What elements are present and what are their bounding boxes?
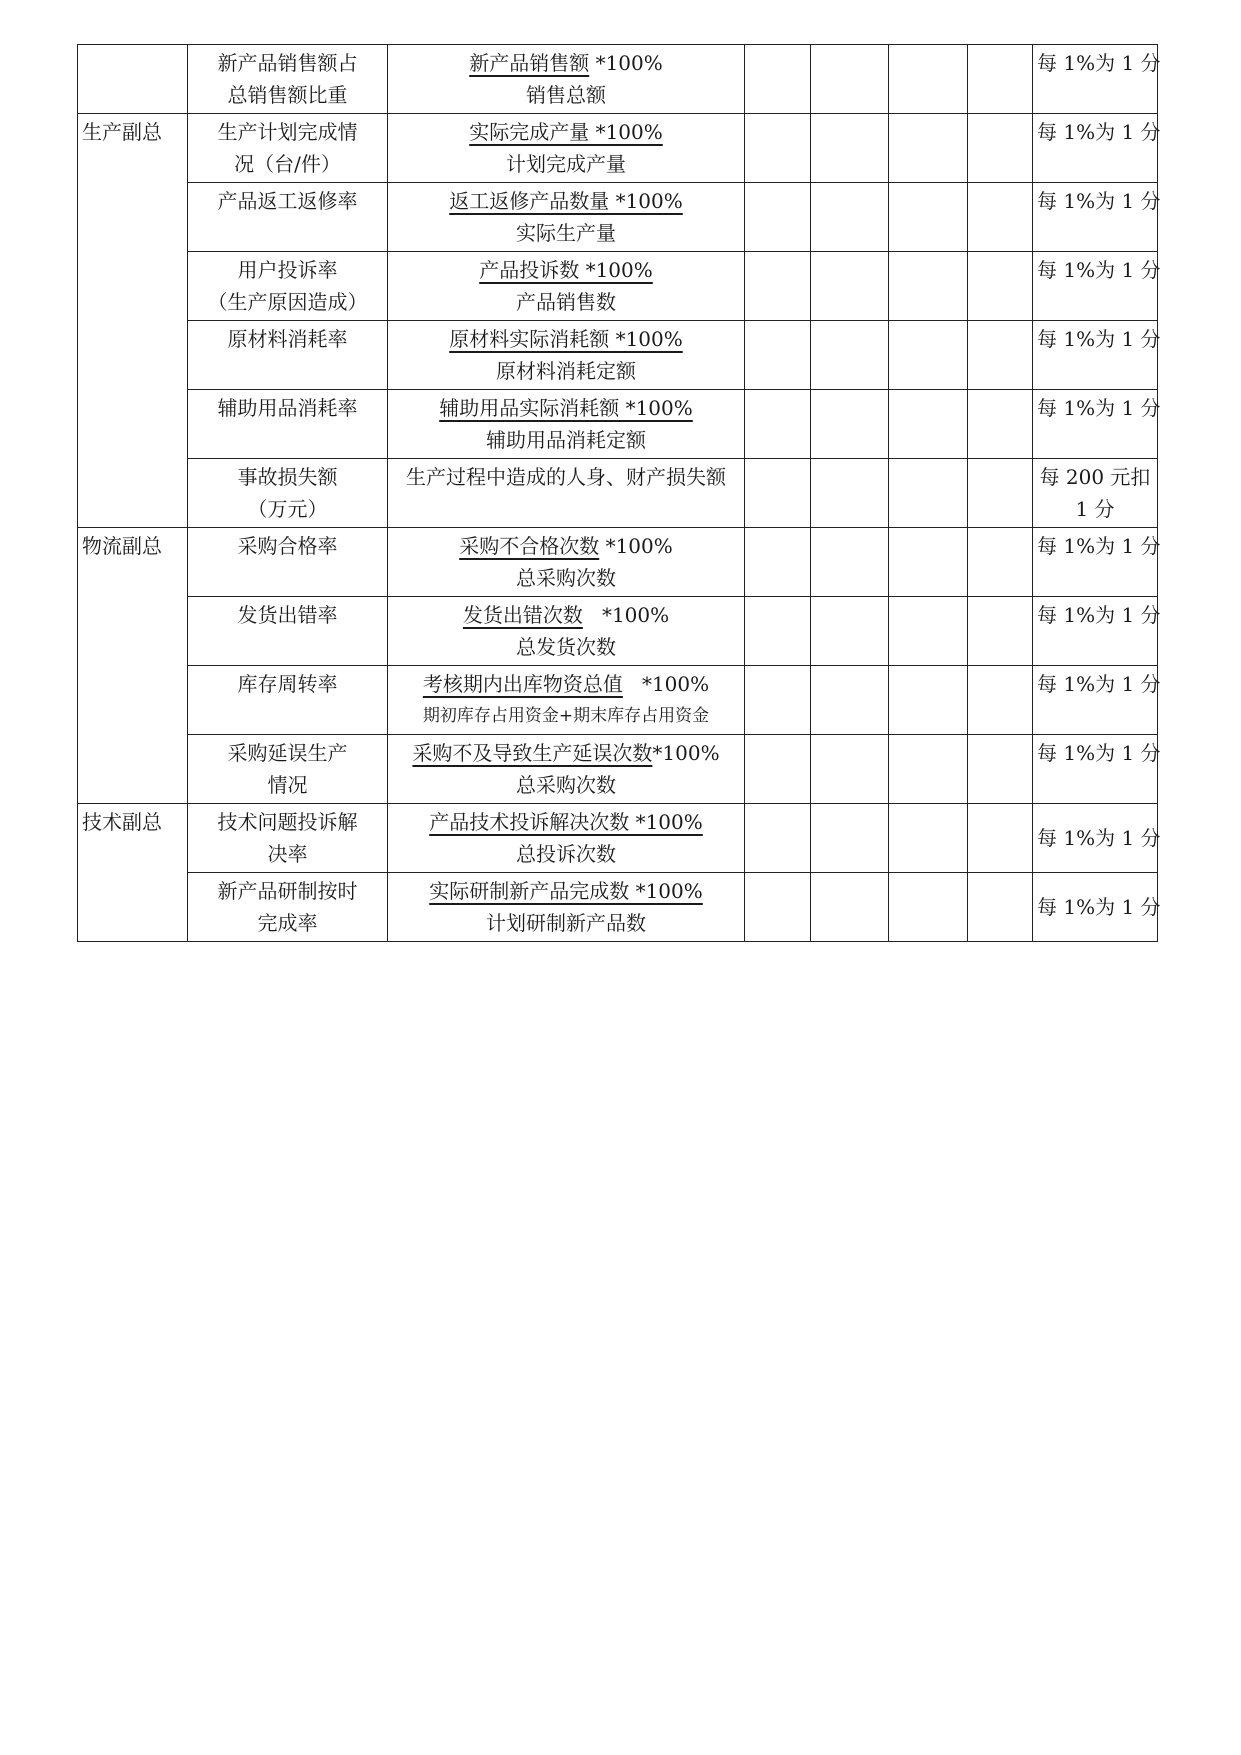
table-row xyxy=(78,666,1158,735)
indicator-line: 技术问题投诉解 xyxy=(217,810,358,834)
formula-denominator: 原材料消耗定额 xyxy=(496,359,636,383)
table-row xyxy=(78,252,1158,321)
indicator-cell xyxy=(188,252,388,321)
indicator-cell xyxy=(188,735,388,804)
blank-cell xyxy=(811,183,889,252)
blank-cell xyxy=(811,666,889,735)
assessment-table xyxy=(77,44,1161,942)
indicator-cell xyxy=(188,390,388,459)
formula-denominator: 总采购次数 xyxy=(516,566,616,590)
formula-multiplier: *100% xyxy=(589,51,663,75)
blank-cell xyxy=(745,114,811,183)
formula-numerator: 发货出错次数 xyxy=(462,603,583,627)
blank-cell xyxy=(968,804,1033,873)
formula-denominator: 计划完成产量 xyxy=(506,152,626,176)
indicator-line: 新产品研制按时 xyxy=(217,879,358,903)
formula-cell xyxy=(388,321,745,390)
indicator-line: 情况 xyxy=(267,773,308,797)
table-row xyxy=(78,114,1158,183)
blank-cell xyxy=(968,873,1033,942)
formula-cell xyxy=(388,804,745,873)
formula-numerator-line xyxy=(392,668,740,700)
table-row xyxy=(78,459,1158,528)
indicator-line: 生产计划完成情 xyxy=(217,120,358,144)
blank-cell xyxy=(745,252,811,321)
score-line: 每 1%为 1 分 xyxy=(1037,534,1161,558)
formula-cell xyxy=(388,873,745,942)
score-line: 每 1%为 1 分 xyxy=(1037,258,1161,282)
indicator-line: 用户投诉率 xyxy=(237,258,338,282)
blank-cell xyxy=(968,321,1033,390)
formula-cell xyxy=(388,459,745,528)
formula-multiplier: *100% xyxy=(599,534,673,558)
blank-cell xyxy=(745,45,811,114)
score-cell xyxy=(1033,804,1161,873)
formula-numerator-line xyxy=(392,806,740,838)
blank-cell xyxy=(968,528,1033,597)
department-cell: 物流副总 xyxy=(78,528,188,804)
formula-numerator-line xyxy=(392,530,740,562)
department-cell xyxy=(78,45,188,114)
indicator-line: 况（台/件） xyxy=(234,152,341,176)
blank-cell xyxy=(889,390,968,459)
score-line: 每 1%为 1 分 xyxy=(1037,396,1161,420)
blank-cell xyxy=(889,873,968,942)
formula-denominator: 总投诉次数 xyxy=(516,842,616,866)
score-cell xyxy=(1033,459,1158,528)
formula-cell xyxy=(388,666,745,735)
blank-cell xyxy=(889,666,968,735)
blank-cell xyxy=(745,321,811,390)
formula-denominator: 辅助用品消耗定额 xyxy=(486,428,646,452)
blank-cell xyxy=(811,735,889,804)
blank-cell xyxy=(745,597,811,666)
blank-cell xyxy=(811,459,889,528)
formula-numerator-line xyxy=(392,392,740,424)
indicator-cell xyxy=(188,597,388,666)
table-row xyxy=(78,597,1158,666)
blank-cell xyxy=(968,459,1033,528)
blank-cell xyxy=(889,804,968,873)
formula-numerator: 采购不合格次数 xyxy=(459,534,600,558)
blank-cell xyxy=(889,528,968,597)
formula-cell xyxy=(388,597,745,666)
blank-cell xyxy=(811,528,889,597)
blank-cell xyxy=(889,252,968,321)
indicator-line: 总销售额比重 xyxy=(227,83,348,107)
formula-numerator: 实际完成产量 *100% xyxy=(469,120,663,144)
formula-numerator: 返工返修产品数量 *100% xyxy=(449,189,683,213)
score-line: 每 200 元扣 xyxy=(1039,465,1151,489)
indicator-line: （万元） xyxy=(247,497,328,521)
blank-cell xyxy=(889,114,968,183)
indicator-cell xyxy=(188,666,388,735)
score-line: 每 1%为 1 分 xyxy=(1037,120,1161,144)
formula-numerator: 采购不及导致生产延误次数 xyxy=(412,741,653,765)
indicator-line: 发货出错率 xyxy=(237,603,338,627)
formula-numerator: 产品投诉数 *100% xyxy=(479,258,653,282)
indicator-line: 库存周转率 xyxy=(237,672,338,696)
formula-denominator: 产品销售数 xyxy=(516,290,616,314)
blank-cell xyxy=(968,252,1033,321)
score-line: 每 1%为 1 分 xyxy=(1037,189,1161,213)
indicator-cell xyxy=(188,183,388,252)
formula-numerator-line xyxy=(392,185,740,217)
table-row xyxy=(78,873,1158,942)
blank-cell xyxy=(811,114,889,183)
formula-numerator-line xyxy=(392,254,740,286)
blank-cell xyxy=(811,804,889,873)
blank-cell xyxy=(968,735,1033,804)
score-line: 每 1%为 1 分 xyxy=(1037,826,1161,850)
indicator-cell xyxy=(188,45,388,114)
indicator-line: 采购合格率 xyxy=(237,534,338,558)
score-cell xyxy=(1033,597,1161,666)
score-cell xyxy=(1033,735,1161,804)
indicator-cell xyxy=(188,321,388,390)
indicator-cell xyxy=(188,804,388,873)
indicator-line: 采购延误生产 xyxy=(227,741,348,765)
score-cell xyxy=(1033,252,1161,321)
department-cell: 生产副总 xyxy=(78,114,188,528)
table-row xyxy=(78,735,1158,804)
formula-numerator: 产品技术投诉解决次数 *100% xyxy=(429,810,703,834)
formula-numerator-line xyxy=(392,323,740,355)
formula-numerator-line xyxy=(392,599,740,631)
formula-numerator-line xyxy=(392,875,740,907)
department-cell: 技术副总 xyxy=(78,804,188,942)
score-line: 每 1%为 1 分 xyxy=(1037,672,1161,696)
indicator-line: （生产原因造成） xyxy=(207,290,368,314)
blank-cell xyxy=(811,45,889,114)
blank-cell xyxy=(811,873,889,942)
blank-cell xyxy=(889,321,968,390)
formula-numerator: 辅助用品实际消耗额 *100% xyxy=(439,396,693,420)
score-cell xyxy=(1033,183,1161,252)
formula-denominator: 期初库存占用资金+期末库存占用资金 xyxy=(422,706,710,726)
score-line: 1 分 xyxy=(1075,497,1115,521)
blank-cell xyxy=(745,528,811,597)
formula-numerator: 原材料实际消耗额 *100% xyxy=(449,327,683,351)
formula-multiplier: *100% xyxy=(582,603,670,627)
blank-cell xyxy=(889,597,968,666)
indicator-line: 产品返工返修率 xyxy=(217,189,358,213)
blank-cell xyxy=(968,183,1033,252)
blank-cell xyxy=(811,252,889,321)
blank-cell xyxy=(968,666,1033,735)
indicator-line: 原材料消耗率 xyxy=(227,327,348,351)
formula-multiplier: *100% xyxy=(622,672,710,696)
blank-cell xyxy=(968,597,1033,666)
blank-cell xyxy=(811,321,889,390)
score-cell xyxy=(1033,873,1161,942)
indicator-line: 事故损失额 xyxy=(237,465,338,489)
blank-cell xyxy=(811,597,889,666)
formula-multiplier: *100% xyxy=(652,741,720,765)
score-line: 每 1%为 1 分 xyxy=(1037,741,1161,765)
blank-cell xyxy=(889,183,968,252)
table-row xyxy=(78,321,1158,390)
score-cell xyxy=(1033,666,1161,735)
score-cell xyxy=(1033,390,1161,459)
table-body xyxy=(78,45,1161,942)
blank-cell xyxy=(968,45,1033,114)
indicator-line: 完成率 xyxy=(257,911,318,935)
table-row xyxy=(78,528,1158,597)
indicator-line: 辅助用品消耗率 xyxy=(217,396,358,420)
blank-cell xyxy=(745,459,811,528)
score-cell xyxy=(1033,321,1161,390)
indicator-cell xyxy=(188,528,388,597)
formula-cell xyxy=(388,735,745,804)
blank-cell xyxy=(745,183,811,252)
blank-cell xyxy=(745,804,811,873)
formula-numerator-line xyxy=(392,737,740,769)
blank-cell xyxy=(968,390,1033,459)
score-line: 每 1%为 1 分 xyxy=(1037,603,1161,627)
formula-numerator: 考核期内出库物资总值 xyxy=(422,672,623,696)
table-row xyxy=(78,45,1158,114)
formula-denominator: 总发货次数 xyxy=(516,635,616,659)
formula-text: 生产过程中造成的人身、财产损失额 xyxy=(406,465,726,489)
formula-numerator: 新产品销售额 xyxy=(469,51,590,75)
indicator-cell xyxy=(188,459,388,528)
indicator-cell xyxy=(188,873,388,942)
blank-cell xyxy=(968,114,1033,183)
table-row xyxy=(78,390,1158,459)
blank-cell xyxy=(745,390,811,459)
score-line: 每 1%为 1 分 xyxy=(1037,327,1161,351)
formula-denominator: 计划研制新产品数 xyxy=(486,911,646,935)
indicator-cell xyxy=(188,114,388,183)
formula-cell xyxy=(388,114,745,183)
formula-cell xyxy=(388,390,745,459)
formula-cell xyxy=(388,528,745,597)
indicator-line: 决率 xyxy=(267,842,308,866)
formula-numerator-line xyxy=(392,116,740,148)
formula-denominator: 销售总额 xyxy=(526,83,606,107)
formula-denominator: 总采购次数 xyxy=(516,773,616,797)
table-row xyxy=(78,183,1158,252)
formula-cell xyxy=(388,183,745,252)
blank-cell xyxy=(745,666,811,735)
score-line: 每 1%为 1 分 xyxy=(1037,51,1161,75)
blank-cell xyxy=(745,873,811,942)
score-cell xyxy=(1033,45,1161,114)
score-line: 每 1%为 1 分 xyxy=(1037,895,1161,919)
score-cell xyxy=(1033,114,1161,183)
blank-cell xyxy=(745,735,811,804)
blank-cell xyxy=(889,459,968,528)
formula-denominator: 实际生产量 xyxy=(516,221,616,245)
formula-cell xyxy=(388,45,745,114)
table-row xyxy=(78,804,1158,873)
blank-cell xyxy=(889,735,968,804)
formula-numerator: 实际研制新产品完成数 *100% xyxy=(429,879,703,903)
formula-cell xyxy=(388,252,745,321)
formula-numerator-line xyxy=(392,47,740,79)
score-cell xyxy=(1033,528,1161,597)
blank-cell xyxy=(889,45,968,114)
blank-cell xyxy=(811,390,889,459)
indicator-line: 新产品销售额占 xyxy=(217,51,358,75)
